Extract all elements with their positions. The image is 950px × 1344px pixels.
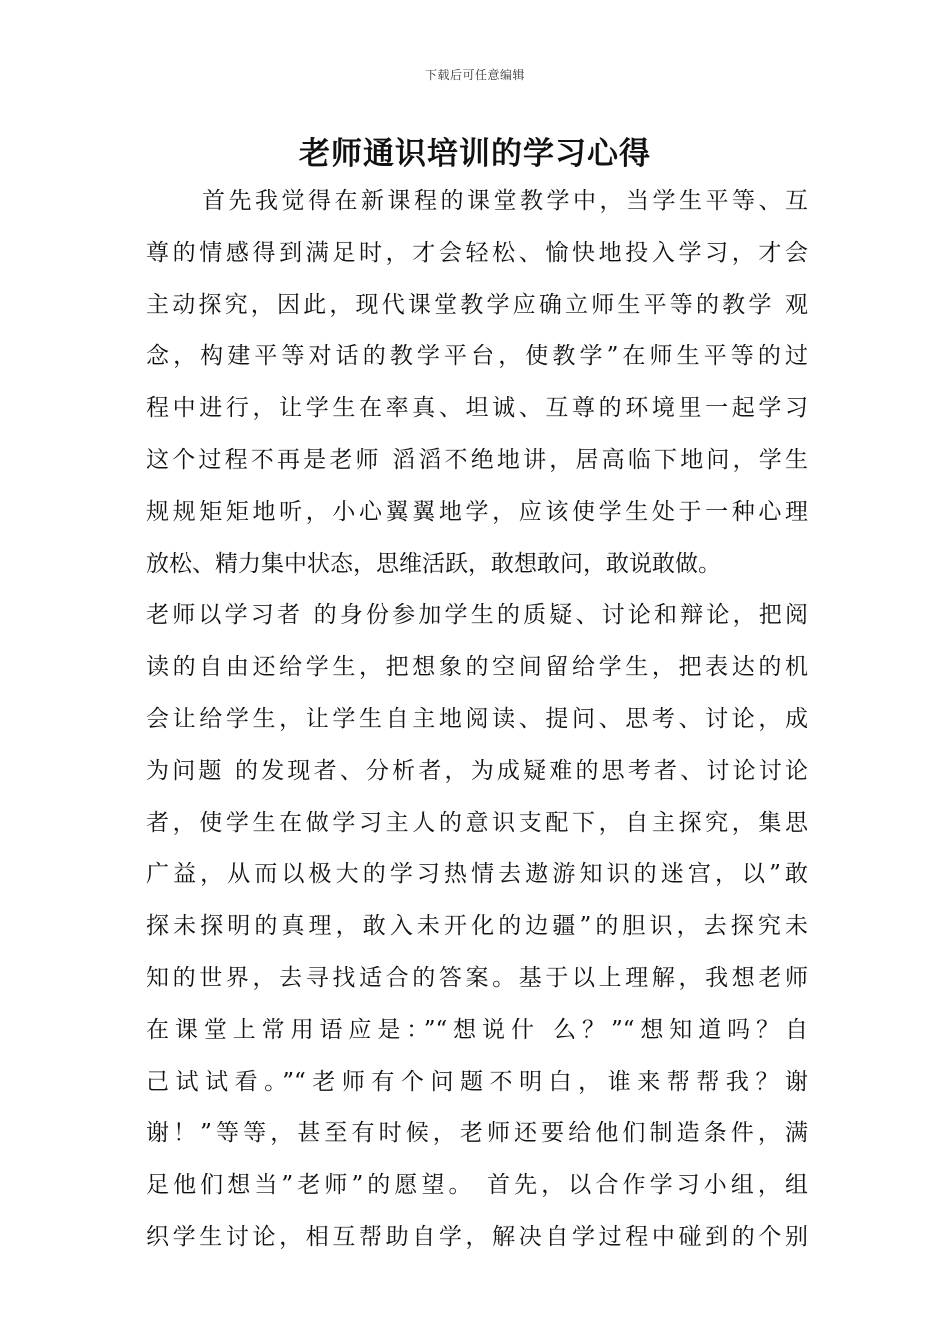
paragraph-line: 放松、精力集中状态，思维活跃，敢想敢问，敢说敢做。: [146, 550, 721, 577]
paragraph-line: 织学生讨论，相互帮助自学，解决自学过程中碰到的个别: [146, 1223, 808, 1250]
paragraph-line: 这个过程不再是老师 滔滔不绝地讲，居高临下地问，学生: [146, 446, 808, 473]
paragraph-line: 足他们想当”老师”的愿望。 首先，以合作学习小组，组: [146, 1172, 808, 1199]
header-note: 下载后可任意编辑: [424, 68, 525, 82]
paragraph-line: 己试试看。”“老师有个问题不明白，谁来帮帮我？谢: [146, 1068, 808, 1095]
paragraph-line: 读的自由还给学生，把想象的空间留给学生，把表达的机: [146, 654, 808, 681]
paragraph-line: 为问题 的发现者、分析者，为成疑难的思考者、讨论讨论: [146, 757, 808, 784]
paragraph-line: 探未探明的真理，敢入未开化的边疆”的胆识，去探究未: [146, 913, 808, 940]
paragraph-line: 尊的情感得到满足时，才会轻松、愉快地投入学习，才会: [146, 239, 808, 266]
paragraph-line: 主动探究，因此，现代课堂教学应确立师生平等的教学 观: [146, 291, 808, 318]
paragraph-line: 会让给学生，让学生自主地阅读、提问、思考、讨论，成: [146, 705, 808, 732]
paragraph-line: 者，使学生在做学习主人的意识支配下，自主探究，集思: [146, 809, 808, 836]
paragraph-line: 念，构建平等对话的教学平台，使教学”在师生平等的过: [146, 343, 808, 370]
paragraph-line: 首先我觉得在新课程的课堂教学中，当学生平等、互: [202, 188, 808, 214]
document-title: 老师通识培训的学习心得: [299, 136, 651, 172]
paragraph-line: 知的世界，去寻找适合的答案。基于以上理解，我想老师: [146, 964, 808, 991]
paragraph-line: 老师以学习者 的身份参加学生的质疑、讨论和辩论，把阅: [146, 602, 808, 629]
document-body: [146, 176, 808, 1264]
paragraph-line: 广益，从而以极大的学习热情去遨游知识的迷宫，以”敢: [146, 861, 808, 888]
paragraph-line: 规规矩矩地听，小心翼翼地学，应该使学生处于一种心理: [146, 498, 808, 525]
paragraph-line: 谢！”等等，甚至有时候，老师还要给他们制造条件，满: [146, 1120, 808, 1147]
paragraph-line: 程中进行，让学生在率真、坦诚、互尊的环境里一起学习: [146, 395, 808, 422]
paragraph-line: 在课堂上常用语应是：”“想说什 么？”“想知道吗？自: [146, 1016, 808, 1043]
